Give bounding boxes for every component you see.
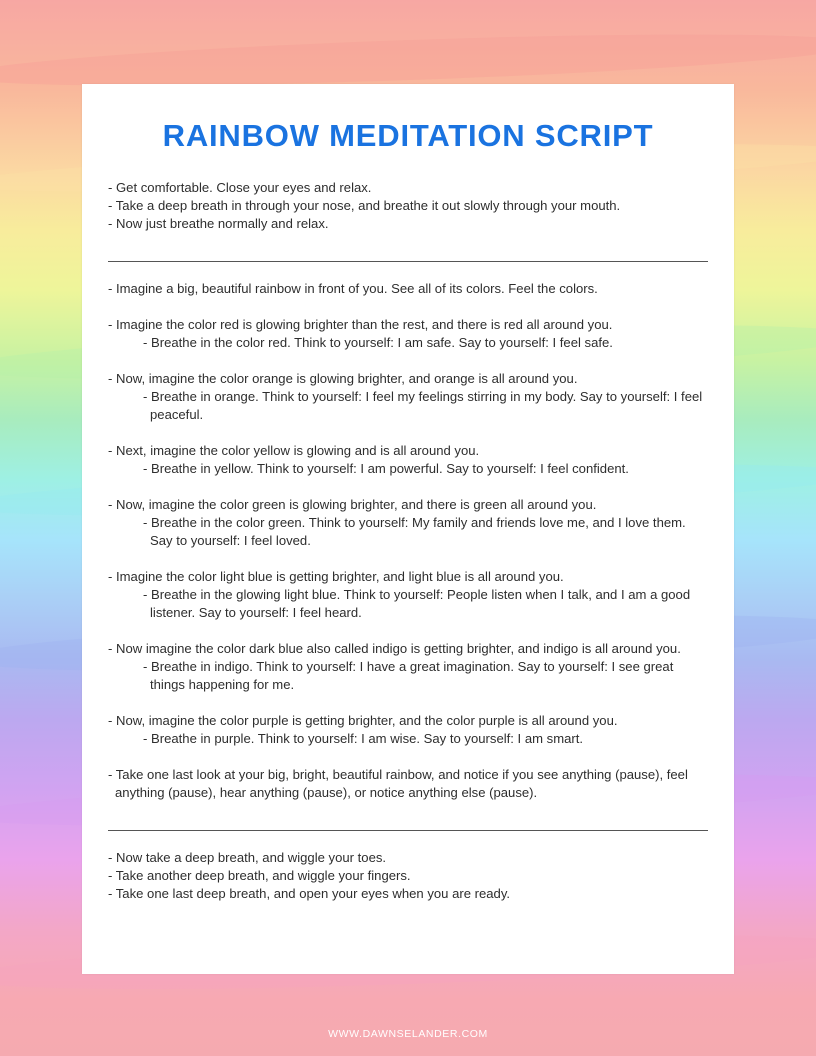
- color-instruction: - Now, imagine the color orange is glowing brighter, and orange is all around you.: [108, 371, 578, 386]
- color-block-orange: [108, 370, 708, 424]
- color-block-light-blue: [108, 568, 708, 622]
- imagine-rainbow-line: - Imagine a big, beautiful rainbow in front of you. See all of its colors. Feel the colors.: [108, 281, 598, 296]
- color-instruction: - Next, imagine the color yellow is glowing and is all around you.: [108, 443, 480, 458]
- closing-line: - Now take a deep breath, and wiggle your toes.: [108, 850, 387, 865]
- color-block-indigo: [108, 640, 708, 694]
- color-affirmation: - Breathe in the color red. Think to yourself: I am safe. Say to yourself: I feel safe.: [143, 335, 613, 350]
- page-title: RAINBOW MEDITATION SCRIPT: [162, 118, 654, 153]
- color-affirmation: - Breathe in purple. Think to yourself: I am wise. Say to yourself: I am smart.: [143, 731, 584, 746]
- color-affirmation: - Breathe in indigo. Think to yourself: I have a great imagination. Say to yourself: I see great things happening for me.: [143, 659, 674, 692]
- color-block-yellow: [108, 442, 708, 478]
- script-body: [108, 179, 708, 903]
- website-footer: WWW.DAWNSELANDER.COM: [328, 1028, 488, 1040]
- color-instruction: - Now, imagine the color green is glowing brighter, and there is green all around you.: [108, 497, 597, 512]
- color-affirmation: - Breathe in yellow. Think to yourself: I am powerful. Say to yourself: I feel confident.: [143, 461, 629, 476]
- intro-line: - Now just breathe normally and relax.: [108, 216, 329, 231]
- color-affirmation: - Breathe in orange. Think to yourself: I feel my feelings stirring in my body. Say to yourself: I feel peaceful.: [143, 389, 703, 422]
- color-instruction: - Now imagine the color dark blue also called indigo is getting brighter, and indigo is all around you.: [108, 641, 681, 656]
- last-look-line: - Take one last look at your big, bright, beautiful rainbow, and notice if you see anything (pause), feel anything (pause), hear anything (pause), or notice anything else (pause).: [108, 767, 688, 800]
- color-instruction: - Imagine the color red is glowing brighter than the rest, and there is red all around you.: [108, 317, 613, 332]
- color-block-purple: [108, 712, 708, 748]
- color-instruction: - Now, imagine the color purple is getting brighter, and the color purple is all around you.: [108, 713, 618, 728]
- script-card: [82, 84, 734, 974]
- divider: [108, 249, 708, 262]
- color-affirmation: - Breathe in the glowing light blue. Think to yourself: People listen when I talk, and I am a good listener. Say to yourself: I feel heard.: [143, 587, 691, 620]
- color-instruction: - Imagine the color light blue is getting brighter, and light blue is all around you.: [108, 569, 564, 584]
- intro-line: - Take a deep breath in through your nose, and breathe it out slowly through your mouth.: [108, 198, 621, 213]
- color-block-green: [108, 496, 708, 550]
- divider: [108, 818, 708, 831]
- closing-line: - Take another deep breath, and wiggle your fingers.: [108, 868, 411, 883]
- intro-line: - Get comfortable. Close your eyes and relax.: [108, 180, 372, 195]
- color-block-red: [108, 316, 708, 352]
- closing-line: - Take one last deep breath, and open your eyes when you are ready.: [108, 886, 511, 901]
- color-affirmation: - Breathe in the color green. Think to yourself: My family and friends love me, and I love them. Say to yourself: I feel loved.: [143, 515, 686, 548]
